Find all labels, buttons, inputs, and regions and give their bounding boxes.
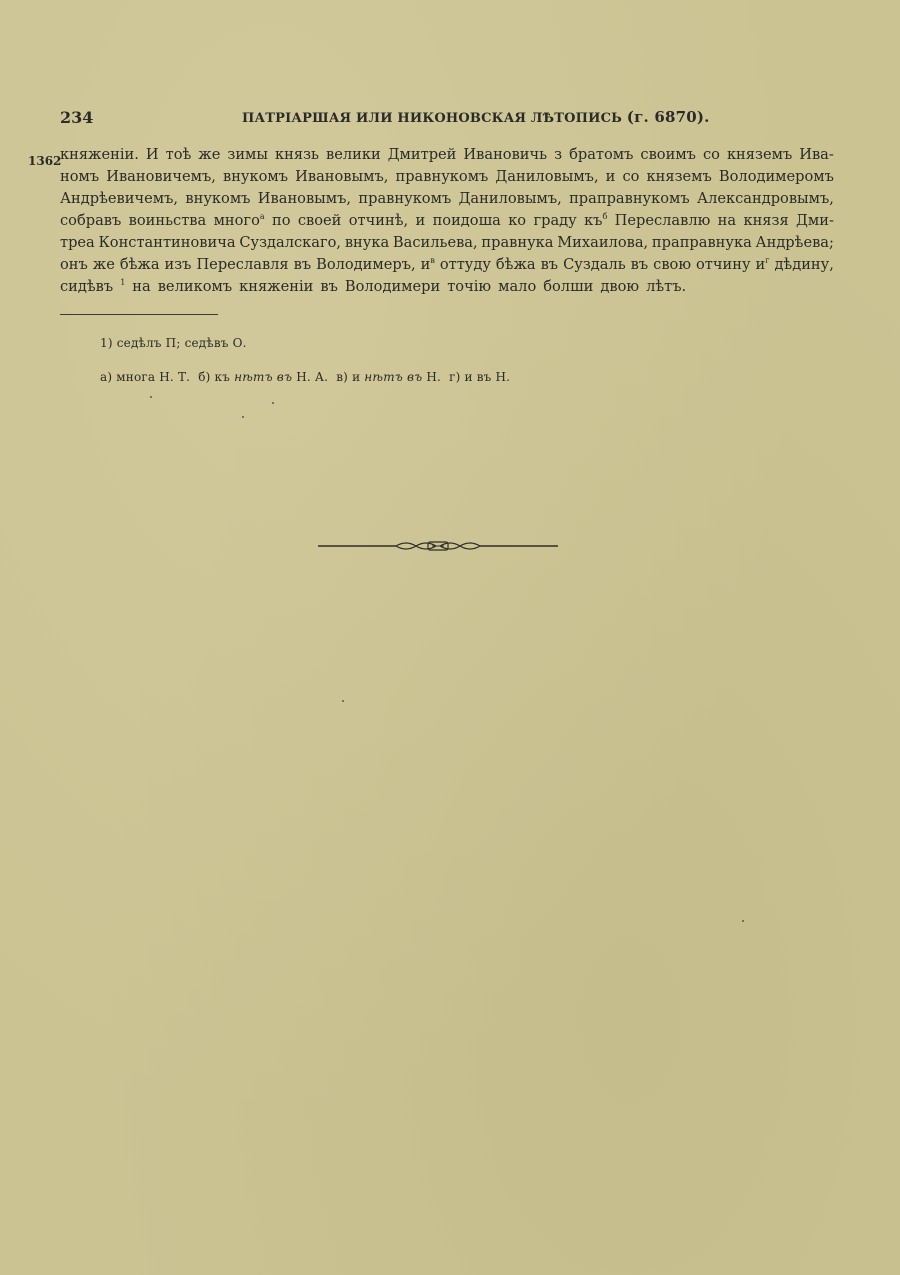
running-head <box>242 108 710 126</box>
paper-speck <box>242 416 244 418</box>
text-line-7: сидѣвъ $^1$ на великомъ княженіи въ Володимери точію мало болши двою лѣтъ. <box>60 278 687 295</box>
margin-year: 1362 <box>28 154 62 168</box>
paper-speck <box>150 396 152 398</box>
text-line-6: онъ же бѣжа изъ Переславля въ Володимеръ, $и^в$ оттуду бѣжа въ Суздаль въ свою отчину $и^г$ дѣдину, <box>60 256 834 273</box>
footnote-marker-a: а <box>259 212 265 221</box>
text-line-5: треа Константиновича Суздалскаго, внука Васильева, правнука Михаилова, праправнука Андрѣева; <box>60 234 834 251</box>
text-line-1: княженіи. И тоѣ же зимы князь велики Дмитрей Ивановичь з братомъ своимъ со княземъ Ива- <box>60 146 834 163</box>
text-line-4: собравъ воиньства много$^а$ по своей отчинѣ, и поидоша ко граду $къ^б$ Переславлю на князя Дми- <box>60 212 834 229</box>
footnote-divider <box>60 314 218 315</box>
footnote-marker-v: в <box>430 256 435 265</box>
running-head-title: ПАТРІАРШАЯ ИЛИ НИКОНОВСКАЯ ЛѢТОПИСЬ <box>242 111 623 126</box>
paper-speck <box>272 402 274 404</box>
paper-speck <box>342 700 344 702</box>
text-line-2: номъ Ивановичемъ, внукомъ Ивановымъ, правнукомъ Даниловымъ, и со княземъ Володимеромъ <box>60 168 834 185</box>
footnote-marker-g: г <box>765 256 770 265</box>
ornament-divider-icon <box>318 536 558 556</box>
running-head-year: (г. 6870). <box>626 108 710 126</box>
text-line-3: Андрѣевичемъ, внукомъ Ивановымъ, правнукомъ Даниловымъ, праправнукомъ Александровымъ, <box>60 190 834 207</box>
page-number: 234 <box>60 108 94 127</box>
footnote-lettered: а) многа Н. Т. б) къ нѣтъ въ Н. А. в) и нѣтъ въ Н. г) и въ Н. <box>100 370 511 384</box>
footnote-marker-1: 1 <box>120 278 126 287</box>
footnote-marker-b: б <box>602 212 608 221</box>
footnote-numbered: 1) седѣлъ П; седѣвъ О. <box>100 336 247 350</box>
paper-speck <box>742 920 744 922</box>
body-paragraph <box>60 144 834 298</box>
